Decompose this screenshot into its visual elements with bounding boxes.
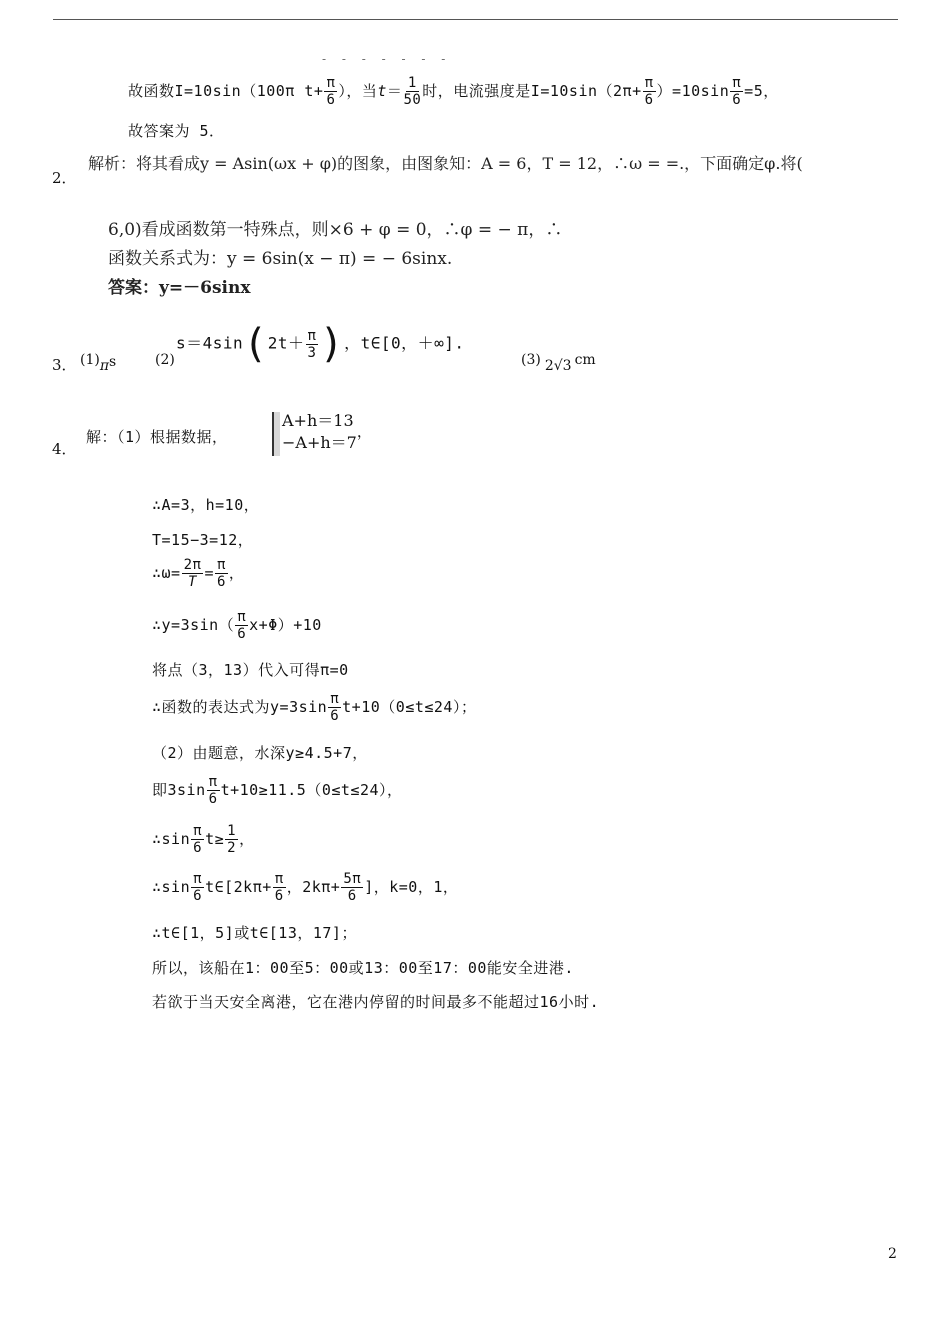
q3-part2-label: (2) xyxy=(155,352,175,368)
q4-l4: ∴y=3sin（ $\frac{\pi}{6}$ x+Φ）+10 xyxy=(152,609,322,642)
fraction: $\frac{\pi}{6}$ xyxy=(326,75,336,108)
q4-number: 4． xyxy=(52,440,77,458)
fraction: $\frac{\pi}{6}$ xyxy=(237,609,247,642)
q2-answer: 答案：y=－6sinx xyxy=(108,278,251,298)
fraction: $\frac{\pi}{6}$ xyxy=(208,774,218,807)
q2-line2: 6,0)看成函数第一特殊点，则×6 + φ = 0，∴φ = − π，∴ xyxy=(108,220,563,240)
partial-line-top: - - - - - - - xyxy=(322,52,452,66)
q2-number: 2． xyxy=(52,169,77,187)
fraction: $\frac{\pi}{6}$ xyxy=(193,823,203,856)
q4-l11: ∴t∈[1，5]或t∈[13，17]； xyxy=(152,924,357,942)
q2-line3: 函数关系式为：y = 6sin(x − π) = − 6sinx. xyxy=(108,249,453,269)
left-paren: ( xyxy=(243,321,268,367)
q4-l8: 即3sin $\frac{\pi}{6}$ t+10≥11.5（0≤t≤24）， xyxy=(152,774,403,807)
fraction: $\frac{\pi}{6}$ xyxy=(732,75,742,108)
q4-l5: 将点（3，13）代入可得π=0 xyxy=(152,661,349,679)
fraction: $\frac{1}{50}$ xyxy=(403,75,422,108)
q4-l13: 若欲于当天安全离港，它在港内停留的时间最多不能超过16小时. xyxy=(152,993,600,1011)
q4-l1: ∴A=3，h=10， xyxy=(152,496,260,514)
fraction: $\frac{\pi}{6}$ xyxy=(274,871,284,904)
fraction: $\frac{\pi}{6}$ xyxy=(644,75,654,108)
q4-equation-system: A+h＝13 −A+h＝7 ， xyxy=(272,410,372,454)
q4-l2: T=15−3=12， xyxy=(152,531,254,549)
q4-l6: ∴函数的表达式为y=3sin $\frac{\pi}{6}$ t+10（0≤t≤24）； xyxy=(152,691,477,724)
fraction: $\frac{2\pi}{T}$ xyxy=(183,557,202,590)
fraction: $\frac{1}{2}$ xyxy=(227,823,237,856)
page-number: 2 xyxy=(888,1246,897,1262)
q3-part3: (3) 2√3 cm xyxy=(521,352,596,374)
q4-l12: 所以，该船在1：00至5：00或13：00至17：00能安全进港. xyxy=(152,959,574,977)
q3-part1: (1)πs xyxy=(80,352,117,374)
q4-l10: ∴sin $\frac{\pi}{6}$ t∈[2kπ+ $\frac{\pi}{6}$ ，2kπ+ $\frac{5\pi}{6}$ ]，k=0，1， xyxy=(152,871,459,904)
fraction: $\frac{\pi}{6}$ xyxy=(216,557,226,590)
q3-part2-formula: s＝4sin(2t＋ $\frac{\pi}{3}$ )，t∈[0，＋∞]. xyxy=(176,321,465,367)
q1-answer: 故答案为 5． xyxy=(128,122,225,140)
q3-number: 3． xyxy=(52,356,77,374)
brace xyxy=(272,412,280,456)
right-paren: ) xyxy=(319,321,345,367)
fraction: $\frac{\pi}{6}$ xyxy=(330,691,340,724)
q1-line1: 故函数I=10sin（100π t+ $\frac{\pi}{6}$ ），当t＝ $\frac{1}{50}$ 时，电流强度是I=10sin（2π+ $\frac{\pi}{6}$ ）=10sin $\frac{\pi}{6}$ =5， xyxy=(128,75,779,108)
q4-l9: ∴sin $\frac{\pi}{6}$ t≥ $\frac{1}{2}$ ， xyxy=(152,823,255,856)
fraction: $\frac{5\pi}{6}$ xyxy=(343,871,362,904)
fraction: $\frac{\pi}{3}$ xyxy=(307,327,317,361)
q4-intro: 解：（1）根据数据， xyxy=(86,428,228,446)
fraction: $\frac{\pi}{6}$ xyxy=(193,871,203,904)
header-rule xyxy=(53,19,898,20)
q4-l3: ∴ω= $\frac{2\pi}{T}$ = $\frac{\pi}{6}$ ， xyxy=(152,557,245,590)
q2-line1: 解析：将其看成y = Asin(ωx + φ)的图象，由图象知：A = 6，T = 12，∴ω = =.，下面确定φ.将( xyxy=(88,154,803,173)
q4-l7: （2）由题意，水深y≥4.5+7， xyxy=(152,744,368,762)
